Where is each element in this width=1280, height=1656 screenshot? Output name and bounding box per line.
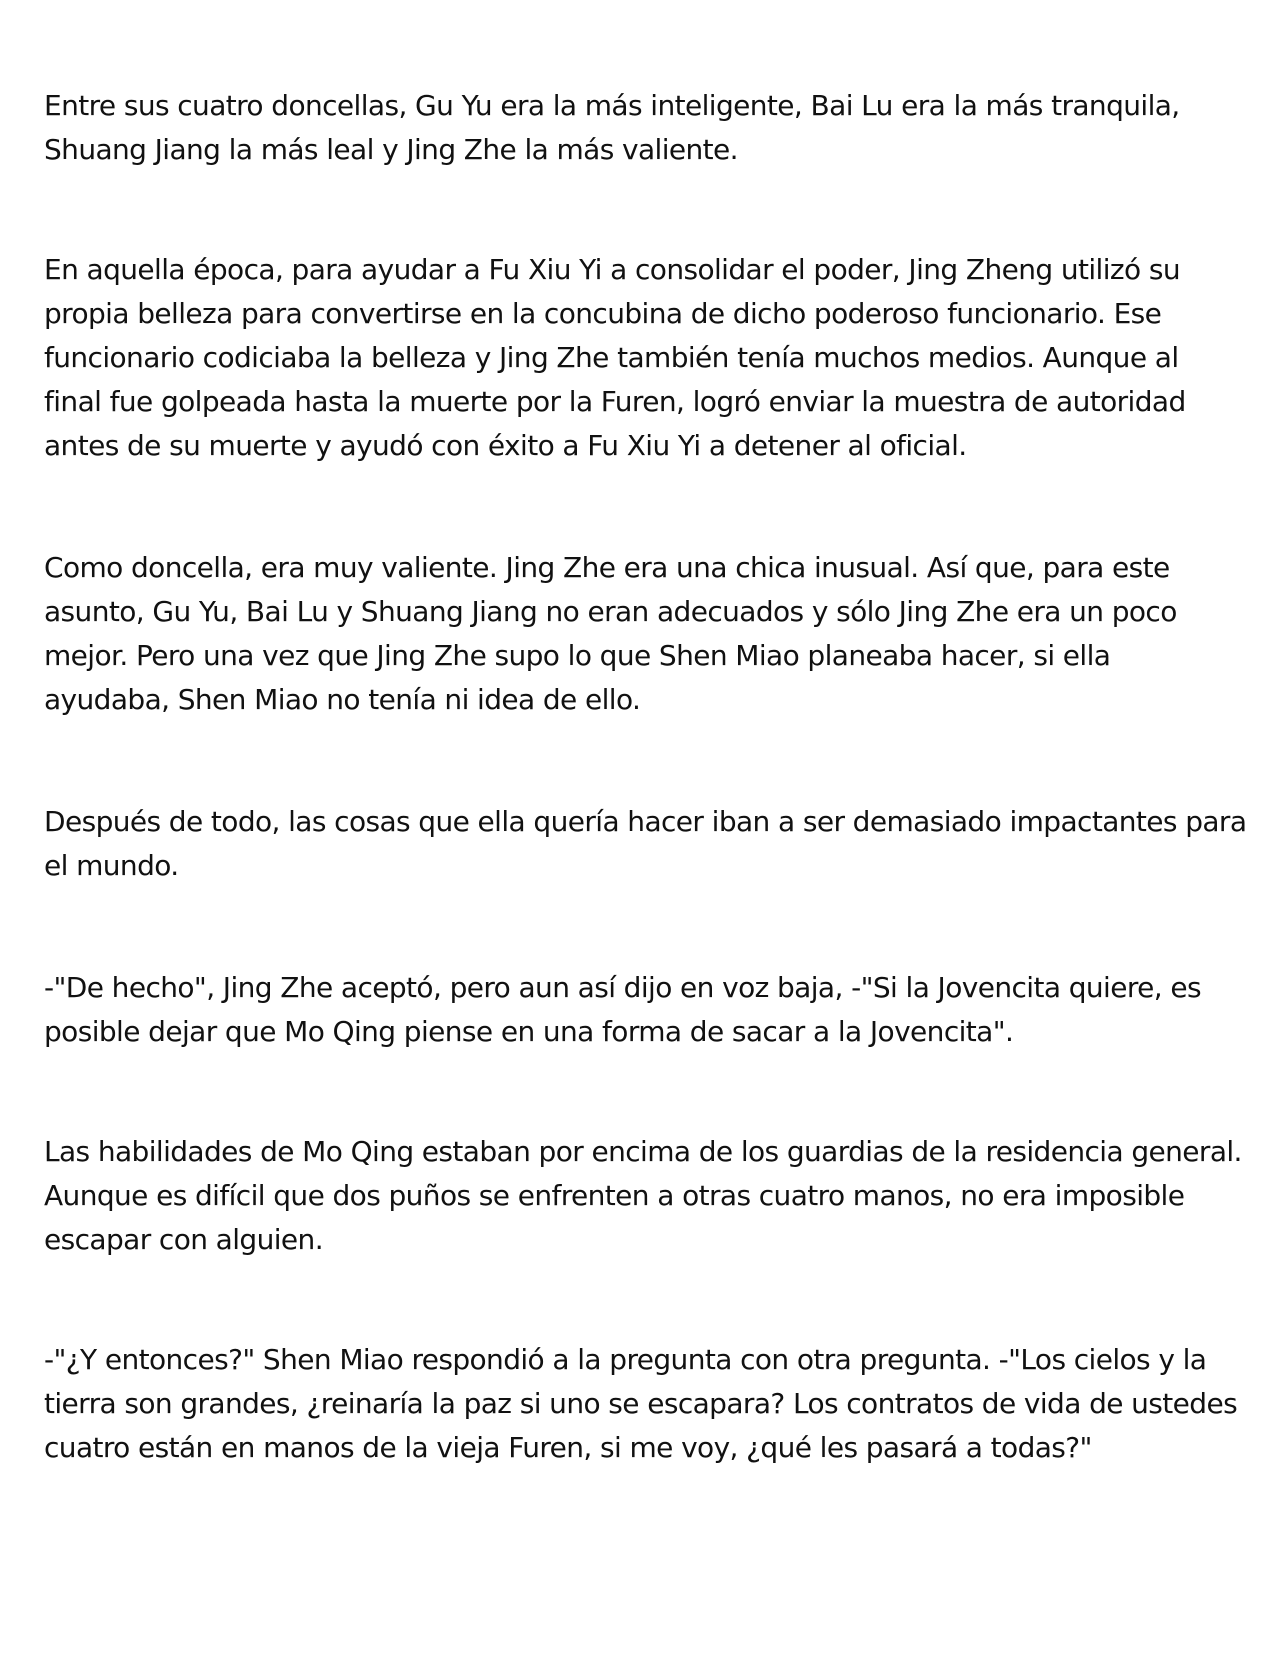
paragraph-7: -"¿Y entonces?" Shen Miao respondió a la pregunta con otra pregunta. -"Los cielos y la tierra son grandes, ¿reinaría la paz si uno se escapara? Los contratos de vida de ustedes cuatro están en manos de la vieja Furen, si me voy, ¿qué les pasará a todas?" [44, 1343, 1238, 1464]
paragraph-5: -"De hecho", Jing Zhe aceptó, pero aun así dijo en voz baja, -"Si la Jovencita quiere, es posible dejar que Mo Qing piense en una forma de sacar a la Jovencita". [44, 971, 1201, 1048]
document-page [44, 84, 1254, 1470]
paragraph-3: Como doncella, era muy valiente. Jing Zhe era una chica inusual. Así que, para este asunto, Gu Yu, Bai Lu y Shuang Jiang no eran adecuados y sólo Jing Zhe era un poco mejor. Pero una vez que Jing Zhe supo lo que Shen Miao planeaba hacer, si ella ayudaba, Shen Miao no tenía ni idea de ello. [44, 551, 1177, 716]
paragraph-6: Las habilidades de Mo Qing estaban por encima de los guardias de la residencia general. Aunque es difícil que dos puños se enfrenten a otras cuatro manos, no era imposible escapar con alguien. [44, 1135, 1242, 1256]
paragraph-4: Después de todo, las cosas que ella quería hacer iban a ser demasiado impactantes para el mundo. [44, 805, 1247, 882]
paragraph-1: Entre sus cuatro doncellas, Gu Yu era la más inteligente, Bai Lu era la más tranquila, Shuang Jiang la más leal y Jing Zhe la más valiente. [44, 89, 1180, 166]
paragraph-2: En aquella época, para ayudar a Fu Xiu Yi a consolidar el poder, Jing Zheng utilizó su propia belleza para convertirse en la concubina de dicho poderoso funcionario. Ese funcionario codiciaba la belleza y Jing Zhe también tenía muchos medios. Aunque al final fue golpeada hasta la muerte por la Furen, logró enviar la muestra de autoridad antes de su muerte y ayudó con éxito a Fu Xiu Yi a detener al oficial. [44, 253, 1186, 462]
